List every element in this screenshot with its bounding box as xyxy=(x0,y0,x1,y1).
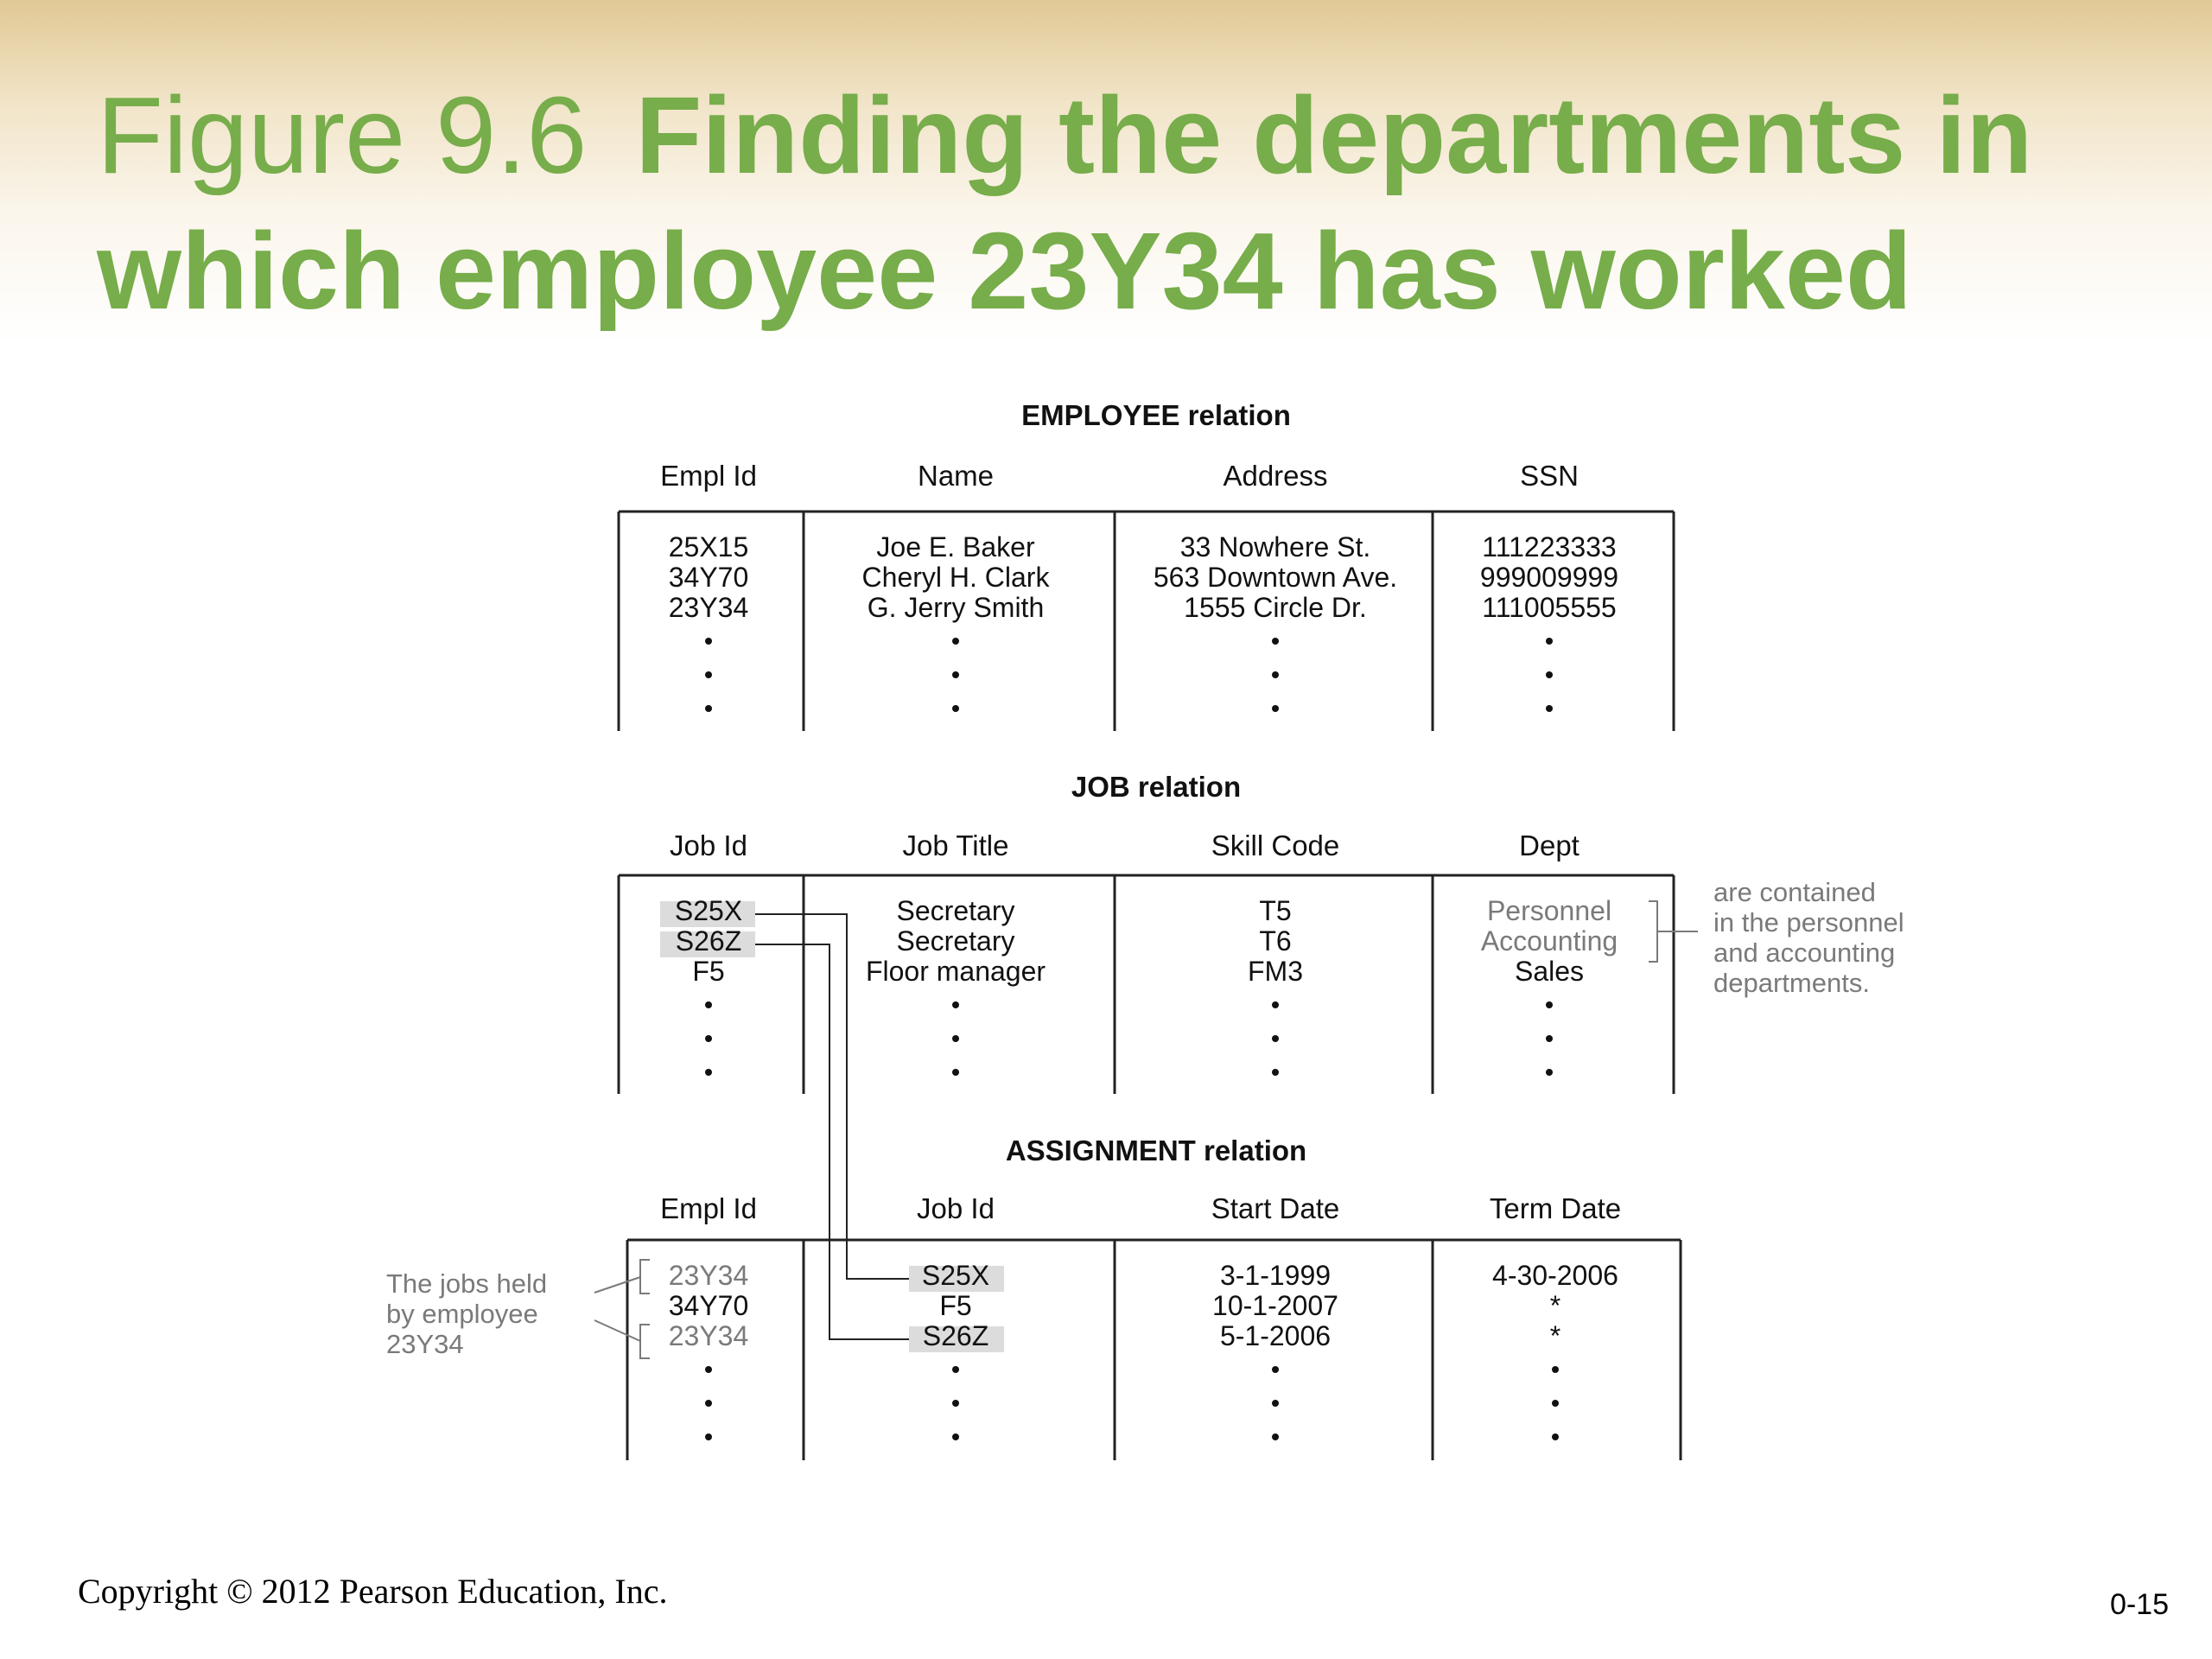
assignment-cell: * xyxy=(1549,1320,1561,1351)
assignment-cell: F5 xyxy=(939,1290,972,1321)
assignment-continuation-dot xyxy=(952,1433,959,1440)
assignment-cell: S25X xyxy=(921,1260,990,1291)
right-annotation-text: departments. xyxy=(1713,968,1870,998)
employee-column-header: Name xyxy=(917,460,995,492)
employee-cell: Cheryl H. Clark xyxy=(861,562,1050,593)
job-continuation-dot xyxy=(1272,1001,1279,1008)
employee-column-header: Address xyxy=(1223,460,1328,492)
assignment-continuation-dot xyxy=(1272,1366,1279,1373)
job-cell: Personnel xyxy=(1486,895,1612,926)
employee-continuation-dot xyxy=(1546,705,1553,712)
job-column-header: Job Id xyxy=(670,830,747,861)
employee-cell: 23Y34 xyxy=(668,592,749,623)
job-cell: FM3 xyxy=(1248,956,1303,987)
copyright-notice: Copyright © 2012 Pearson Education, Inc. xyxy=(78,1572,668,1611)
assignment-column-header: Empl Id xyxy=(660,1192,757,1224)
assignment-cell: * xyxy=(1549,1290,1561,1321)
job-continuation-dot xyxy=(952,1001,959,1008)
left-annotation-leader-top xyxy=(594,1277,640,1293)
assignment-continuation-dot xyxy=(1272,1433,1279,1440)
assignment-continuation-dot xyxy=(1272,1400,1279,1407)
assignment-continuation-dot xyxy=(952,1400,959,1407)
job-cell: Accounting xyxy=(1480,925,1618,957)
right-annotation-text: and accounting xyxy=(1713,938,1896,968)
job-cell: S25X xyxy=(674,895,743,926)
job-cell: Secretary xyxy=(896,925,1015,957)
job-continuation-dot xyxy=(1272,1035,1279,1042)
employee-continuation-dot xyxy=(705,638,712,645)
employee-cell: 33 Nowhere St. xyxy=(1179,531,1371,563)
left-annotation-bracket-top xyxy=(640,1260,650,1294)
assignment-continuation-dot xyxy=(705,1433,712,1440)
employee-continuation-dot xyxy=(705,705,712,712)
employee-continuation-dot xyxy=(1272,705,1279,712)
employee-cell: G. Jerry Smith xyxy=(867,592,1045,623)
job-cell: T5 xyxy=(1259,895,1292,926)
job-cell: S26Z xyxy=(675,925,742,957)
assignment-cell: 23Y34 xyxy=(668,1260,749,1291)
employee-continuation-dot xyxy=(952,671,959,678)
assignment-column-header: Start Date xyxy=(1211,1192,1340,1224)
employee-continuation-dot xyxy=(952,638,959,645)
job-column-header: Dept xyxy=(1519,830,1580,861)
job-cell: Sales xyxy=(1514,956,1585,987)
employee-continuation-dot xyxy=(1546,671,1553,678)
assignment-continuation-dot xyxy=(1552,1400,1559,1407)
assignment-cell: 5-1-2006 xyxy=(1219,1320,1332,1351)
employee-cell: Joe E. Baker xyxy=(876,531,1035,563)
assignment-cell: 10-1-2007 xyxy=(1212,1290,1338,1321)
assignment-continuation-dot xyxy=(705,1366,712,1373)
job-continuation-dot xyxy=(705,1069,712,1076)
assignment-cell: 23Y34 xyxy=(668,1320,749,1351)
job-column-header: Skill Code xyxy=(1211,830,1340,861)
job-continuation-dot xyxy=(1546,1069,1553,1076)
assignment-cell: 34Y70 xyxy=(668,1290,749,1321)
employee-continuation-dot xyxy=(705,671,712,678)
job-continuation-dot xyxy=(705,1001,712,1008)
employee-cell: 563 Downtown Ave. xyxy=(1153,562,1398,593)
job-continuation-dot xyxy=(952,1069,959,1076)
employee-continuation-dot xyxy=(1272,638,1279,645)
job-cell: T6 xyxy=(1259,925,1292,957)
job-continuation-dot xyxy=(1272,1069,1279,1076)
left-annotation-text: The jobs held xyxy=(386,1268,548,1299)
assignment-cell: 4-30-2006 xyxy=(1492,1260,1618,1291)
assignment-cell: S26Z xyxy=(922,1320,989,1351)
employee-cell: 1555 Circle Dr. xyxy=(1184,592,1367,623)
assignment-continuation-dot xyxy=(1552,1433,1559,1440)
employee-continuation-dot xyxy=(1272,671,1279,678)
job-relation-caption: JOB relation xyxy=(1071,771,1242,803)
job-cell: Floor manager xyxy=(865,956,1046,987)
assignment-continuation-dot xyxy=(705,1400,712,1407)
assignment-continuation-dot xyxy=(1552,1366,1559,1373)
employee-cell: 999009999 xyxy=(1479,562,1619,593)
page-number: 0-15 xyxy=(2109,1588,2169,1621)
employee-cell: 111005555 xyxy=(1482,592,1617,623)
employee-column-header: Empl Id xyxy=(660,460,757,492)
assignment-column-header: Job Id xyxy=(917,1192,995,1224)
job-cell: Secretary xyxy=(896,895,1015,926)
employee-continuation-dot xyxy=(952,705,959,712)
title-line-2: which employee 23Y34 has worked xyxy=(97,210,1912,332)
job-continuation-dot xyxy=(705,1035,712,1042)
employee-cell: 111223333 xyxy=(1482,531,1617,563)
job-cell: F5 xyxy=(692,956,725,987)
right-annotation-text: in the personnel xyxy=(1713,907,1904,938)
left-annotation-bracket-bottom xyxy=(640,1325,650,1358)
left-annotation-leader-bottom xyxy=(594,1320,640,1341)
title-line-1: Finding the departments in xyxy=(635,74,2033,196)
connector-line-s26z xyxy=(755,944,909,1339)
assignment-column-header: Term Date xyxy=(1489,1192,1622,1224)
job-continuation-dot xyxy=(952,1035,959,1042)
employee-continuation-dot xyxy=(1546,638,1553,645)
job-column-header: Job Title xyxy=(902,830,1009,861)
right-annotation-text: are contained xyxy=(1713,877,1876,907)
left-annotation-text: 23Y34 xyxy=(386,1329,464,1359)
assignment-continuation-dot xyxy=(952,1366,959,1373)
right-annotation-bracket xyxy=(1649,901,1657,962)
assignment-relation-caption: ASSIGNMENT relation xyxy=(1005,1135,1307,1166)
job-continuation-dot xyxy=(1546,1035,1553,1042)
employee-cell: 34Y70 xyxy=(668,562,749,593)
figure-label: Figure 9.6 xyxy=(97,74,588,196)
left-annotation-text: by employee xyxy=(386,1299,538,1329)
employee-cell: 25X15 xyxy=(668,531,749,563)
employee-relation-caption: EMPLOYEE relation xyxy=(1021,399,1291,431)
assignment-cell: 3-1-1999 xyxy=(1219,1260,1332,1291)
employee-column-header: SSN xyxy=(1520,460,1579,492)
job-continuation-dot xyxy=(1546,1001,1553,1008)
